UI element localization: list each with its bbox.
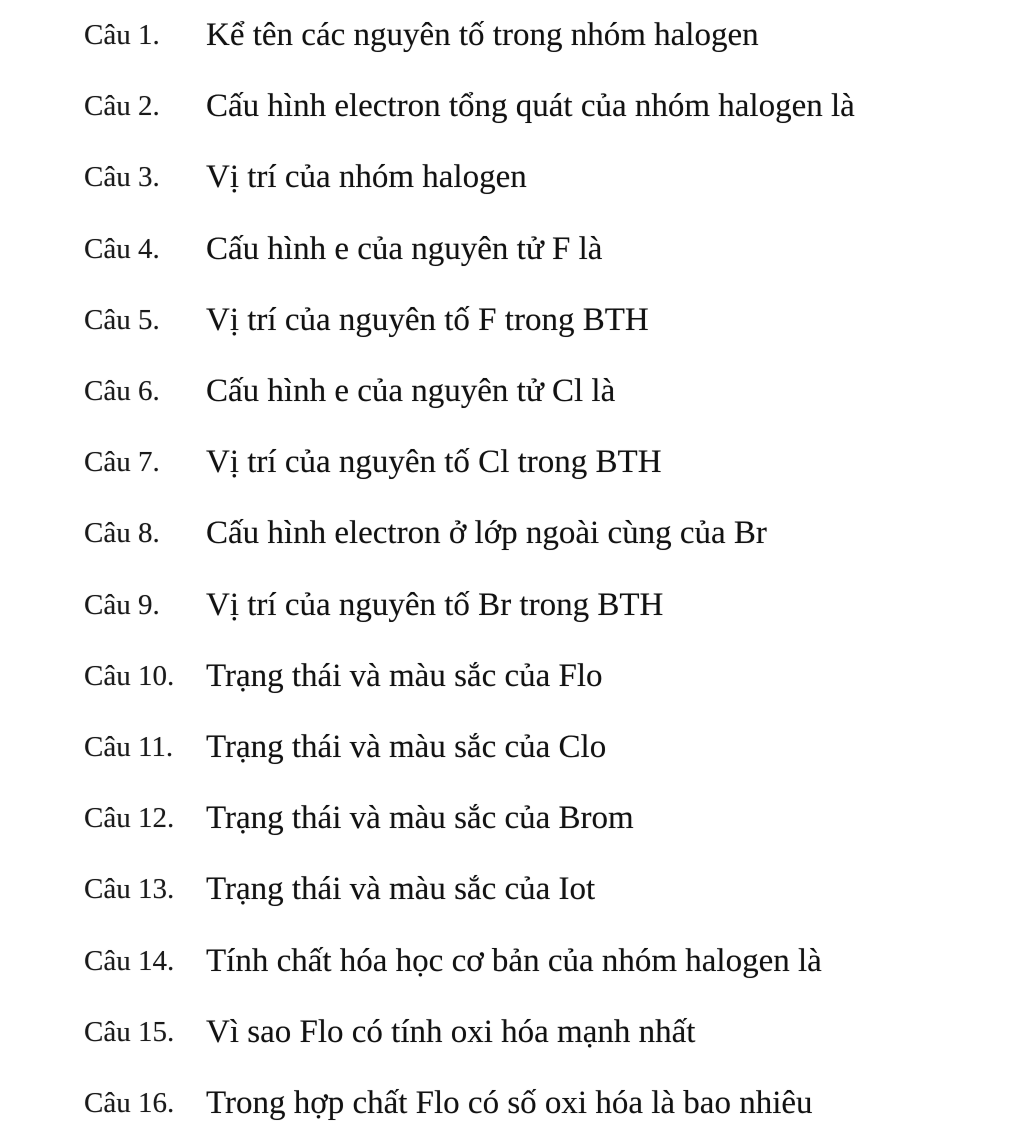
question-label: Câu 12. xyxy=(84,802,175,835)
question-text: Cấu hình electron tổng quát của nhóm halogen là xyxy=(206,88,855,125)
question-text: Kể tên các nguyên tố trong nhóm halogen xyxy=(206,17,759,54)
question-label: Câu 9. xyxy=(84,588,160,621)
question-text: Vị trí của nguyên tố F trong BTH xyxy=(206,301,649,338)
question-row xyxy=(0,783,1024,854)
question-label: Câu 13. xyxy=(84,873,175,906)
question-label: Câu 7. xyxy=(84,446,160,479)
question-label: Câu 5. xyxy=(84,303,160,336)
question-row xyxy=(0,997,1024,1068)
question-row xyxy=(0,854,1024,925)
question-text: Cấu hình e của nguyên tử F là xyxy=(206,230,603,267)
question-row xyxy=(0,142,1024,213)
question-row xyxy=(0,71,1024,142)
question-text: Vị trí của nhóm halogen xyxy=(206,159,527,196)
question-text: Cấu hình e của nguyên tử Cl là xyxy=(206,373,616,410)
question-text: Tính chất hóa học cơ bản của nhóm halogen là xyxy=(206,942,822,979)
question-row xyxy=(0,427,1024,498)
question-row xyxy=(0,1068,1024,1126)
question-text: Trong hợp chất Flo có số oxi hóa là bao nhiêu xyxy=(206,1084,813,1121)
question-row xyxy=(0,356,1024,427)
question-row xyxy=(0,925,1024,996)
question-text: Trạng thái và màu sắc của Flo xyxy=(206,657,603,694)
question-label: Câu 14. xyxy=(84,944,175,977)
question-row xyxy=(0,570,1024,641)
question-text: Vì sao Flo có tính oxi hóa mạnh nhất xyxy=(206,1013,696,1050)
question-label: Câu 15. xyxy=(84,1015,175,1048)
question-label: Câu 10. xyxy=(84,659,175,692)
question-text: Trạng thái và màu sắc của Brom xyxy=(206,800,634,837)
question-text: Vị trí của nguyên tố Br trong BTH xyxy=(206,586,664,623)
question-label: Câu 11. xyxy=(84,730,174,763)
question-label: Câu 2. xyxy=(84,90,160,123)
question-text: Trạng thái và màu sắc của Clo xyxy=(206,728,607,765)
question-label: Câu 1. xyxy=(84,19,160,52)
question-label: Câu 4. xyxy=(84,232,160,265)
question-row xyxy=(0,641,1024,712)
question-text: Trạng thái và màu sắc của Iot xyxy=(206,871,596,908)
question-row xyxy=(0,712,1024,783)
question-row xyxy=(0,285,1024,356)
question-row xyxy=(0,214,1024,285)
question-row xyxy=(0,498,1024,569)
question-text: Vị trí của nguyên tố Cl trong BTH xyxy=(206,444,662,481)
question-text: Cấu hình electron ở lớp ngoài cùng của Br xyxy=(206,515,767,552)
question-row xyxy=(0,0,1024,71)
question-label: Câu 3. xyxy=(84,161,160,194)
question-label: Câu 16. xyxy=(84,1086,175,1119)
question-label: Câu 6. xyxy=(84,375,160,408)
question-label: Câu 8. xyxy=(84,517,160,550)
